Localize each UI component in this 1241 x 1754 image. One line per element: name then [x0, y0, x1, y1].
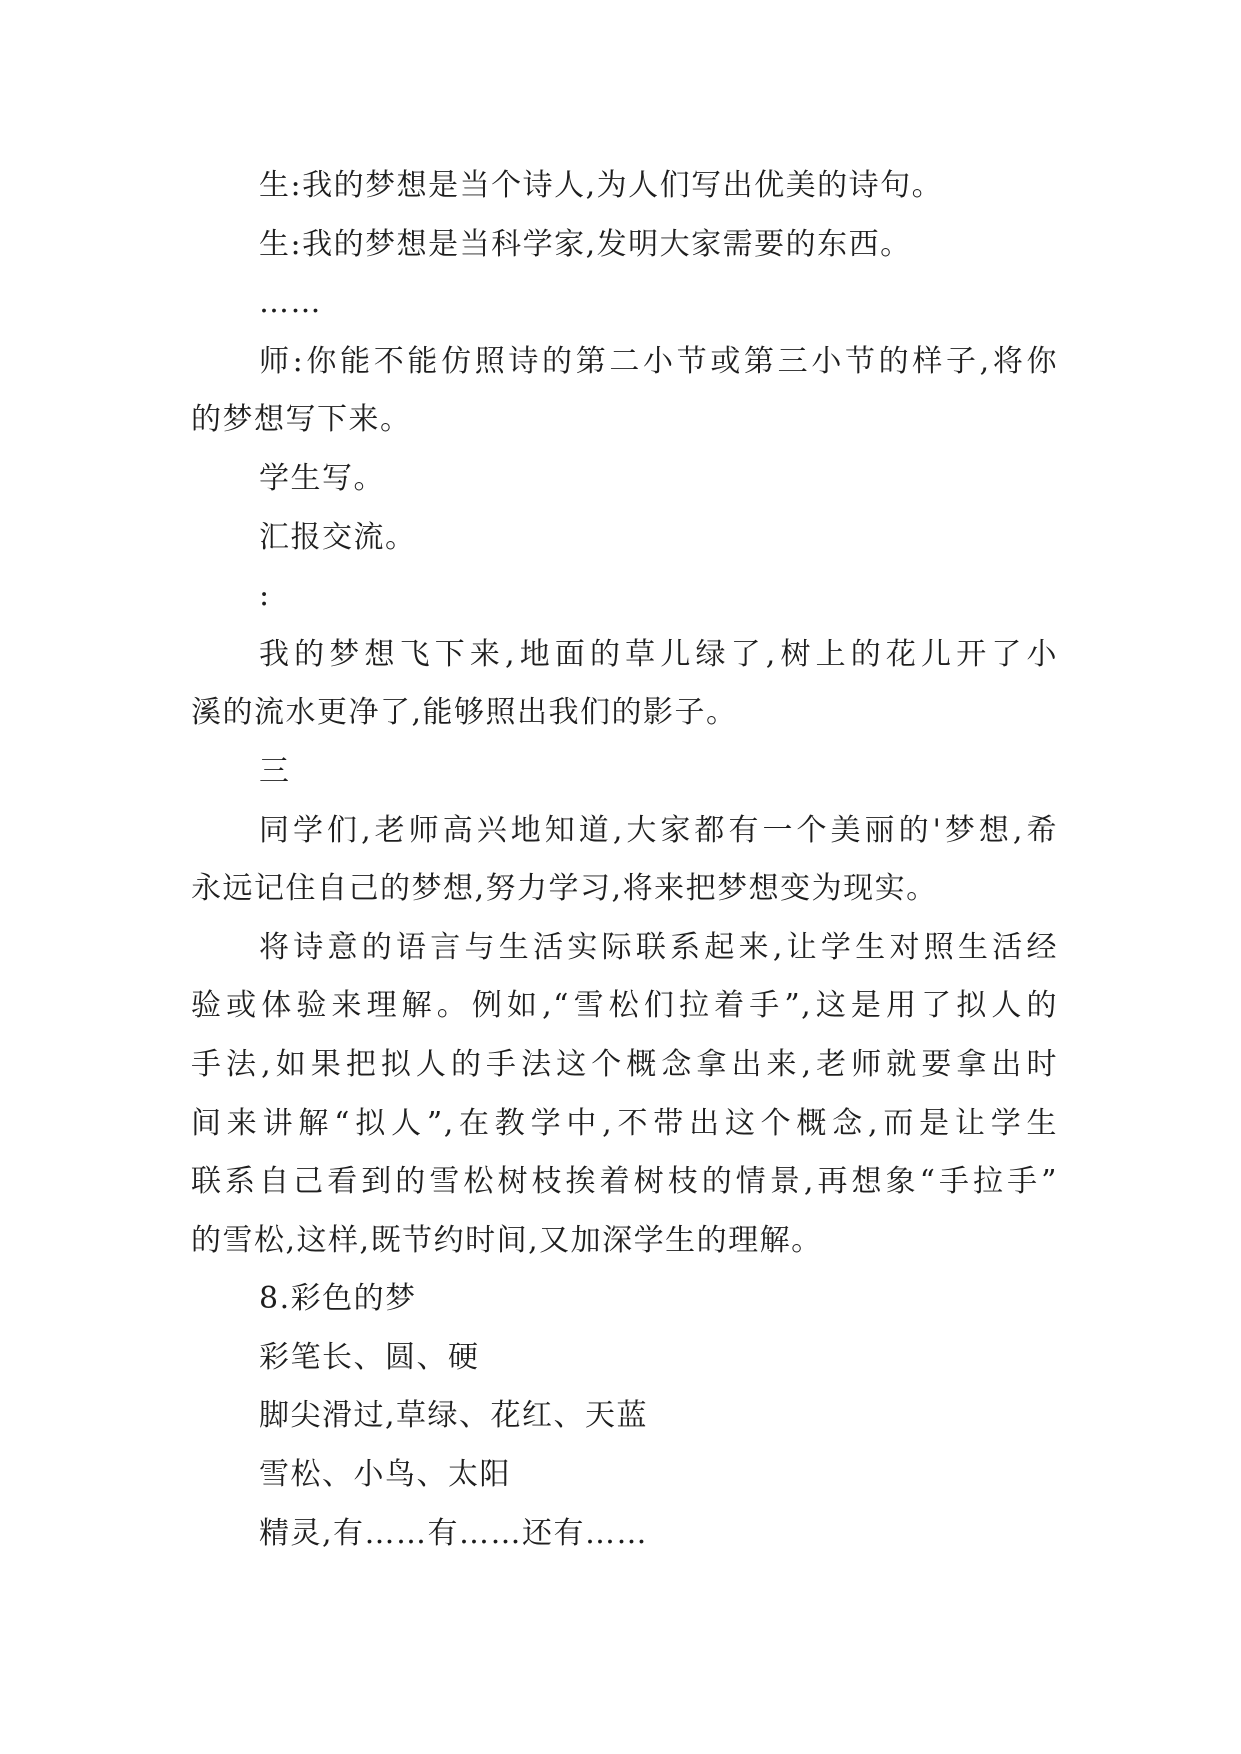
text-line: 验或体验来理解。例如,“雪松们拉着手”,这是用了拟人的 — [191, 988, 1058, 1024]
text-line: 8.彩色的梦 — [259, 1281, 417, 1317]
paragraph-reflection — [191, 919, 1058, 1271]
text-line: 的梦想写下来。 — [191, 402, 412, 438]
blackboard-line — [191, 1505, 1058, 1564]
paragraph-ellipsis — [191, 274, 1058, 333]
blackboard-line — [191, 1387, 1058, 1446]
text-line: 手法,如果把拟人的手法这个概念拿出来,老师就要拿出时 — [191, 1046, 1058, 1082]
text-line: 学生写。 — [259, 460, 385, 496]
text-line: 雪松、小鸟、太阳 — [259, 1457, 511, 1493]
text-line: 三 — [259, 753, 291, 789]
section-heading-three — [191, 743, 1058, 802]
text-line: 脚尖滑过,草绿、花红、天蓝 — [259, 1398, 649, 1434]
text-line: 将诗意的语言与生活实际联系起来,让学生对照生活经 — [259, 929, 1058, 965]
blackboard-line — [191, 1329, 1058, 1388]
text-line: 生:我的梦想是当个诗人,为人们写出优美的诗句。 — [259, 168, 944, 203]
text-line: 联系自己看到的雪松树枝挨着树枝的情景,再想象“手拉手” — [191, 1164, 1058, 1200]
text-line: 彩笔长、圆、硬 — [259, 1339, 480, 1375]
blackboard-line — [191, 1446, 1058, 1505]
paragraph-conclusion — [191, 802, 1058, 919]
text-line: 我的梦想飞下来,地面的草儿绿了,树上的花儿开了小 — [259, 636, 1058, 672]
text-line: 溪的流水更净了,能够照出我们的影子。 — [191, 695, 738, 731]
paragraph-teacher-prompt — [191, 333, 1058, 450]
paragraph-colon — [191, 567, 1058, 626]
text-line: 的雪松,这样,既节约时间,又加深学生的理解。 — [191, 1222, 823, 1258]
text-line: 师:你能不能仿照诗的第二小节或第三小节的样子,将你 — [259, 343, 1058, 379]
document-body — [191, 157, 1058, 1563]
text-line: 永远记住自己的梦想,努力学习,将来把梦想变为现实。 — [191, 871, 938, 907]
paragraph-dream-poem — [191, 626, 1058, 743]
text-line: 同学们,老师高兴地知道,大家都有一个美丽的'梦想,希 — [259, 812, 1058, 848]
text-line: 精灵,有……有……还有…… — [259, 1515, 649, 1551]
text-line: 生:我的梦想是当科学家,发明大家需要的东西。 — [259, 226, 912, 262]
blackboard-title — [191, 1270, 1058, 1329]
paragraph-student-poet — [191, 157, 1058, 216]
text-line: : — [259, 578, 271, 614]
paragraph-students-write — [191, 450, 1058, 509]
paragraph-report — [191, 509, 1058, 568]
paragraph-student-scientist — [191, 216, 1058, 275]
text-line: 汇报交流。 — [259, 519, 417, 555]
text-line: 间来讲解“拟人”,在教学中,不带出这个概念,而是让学生 — [191, 1105, 1058, 1141]
text-line: …… — [259, 285, 322, 321]
